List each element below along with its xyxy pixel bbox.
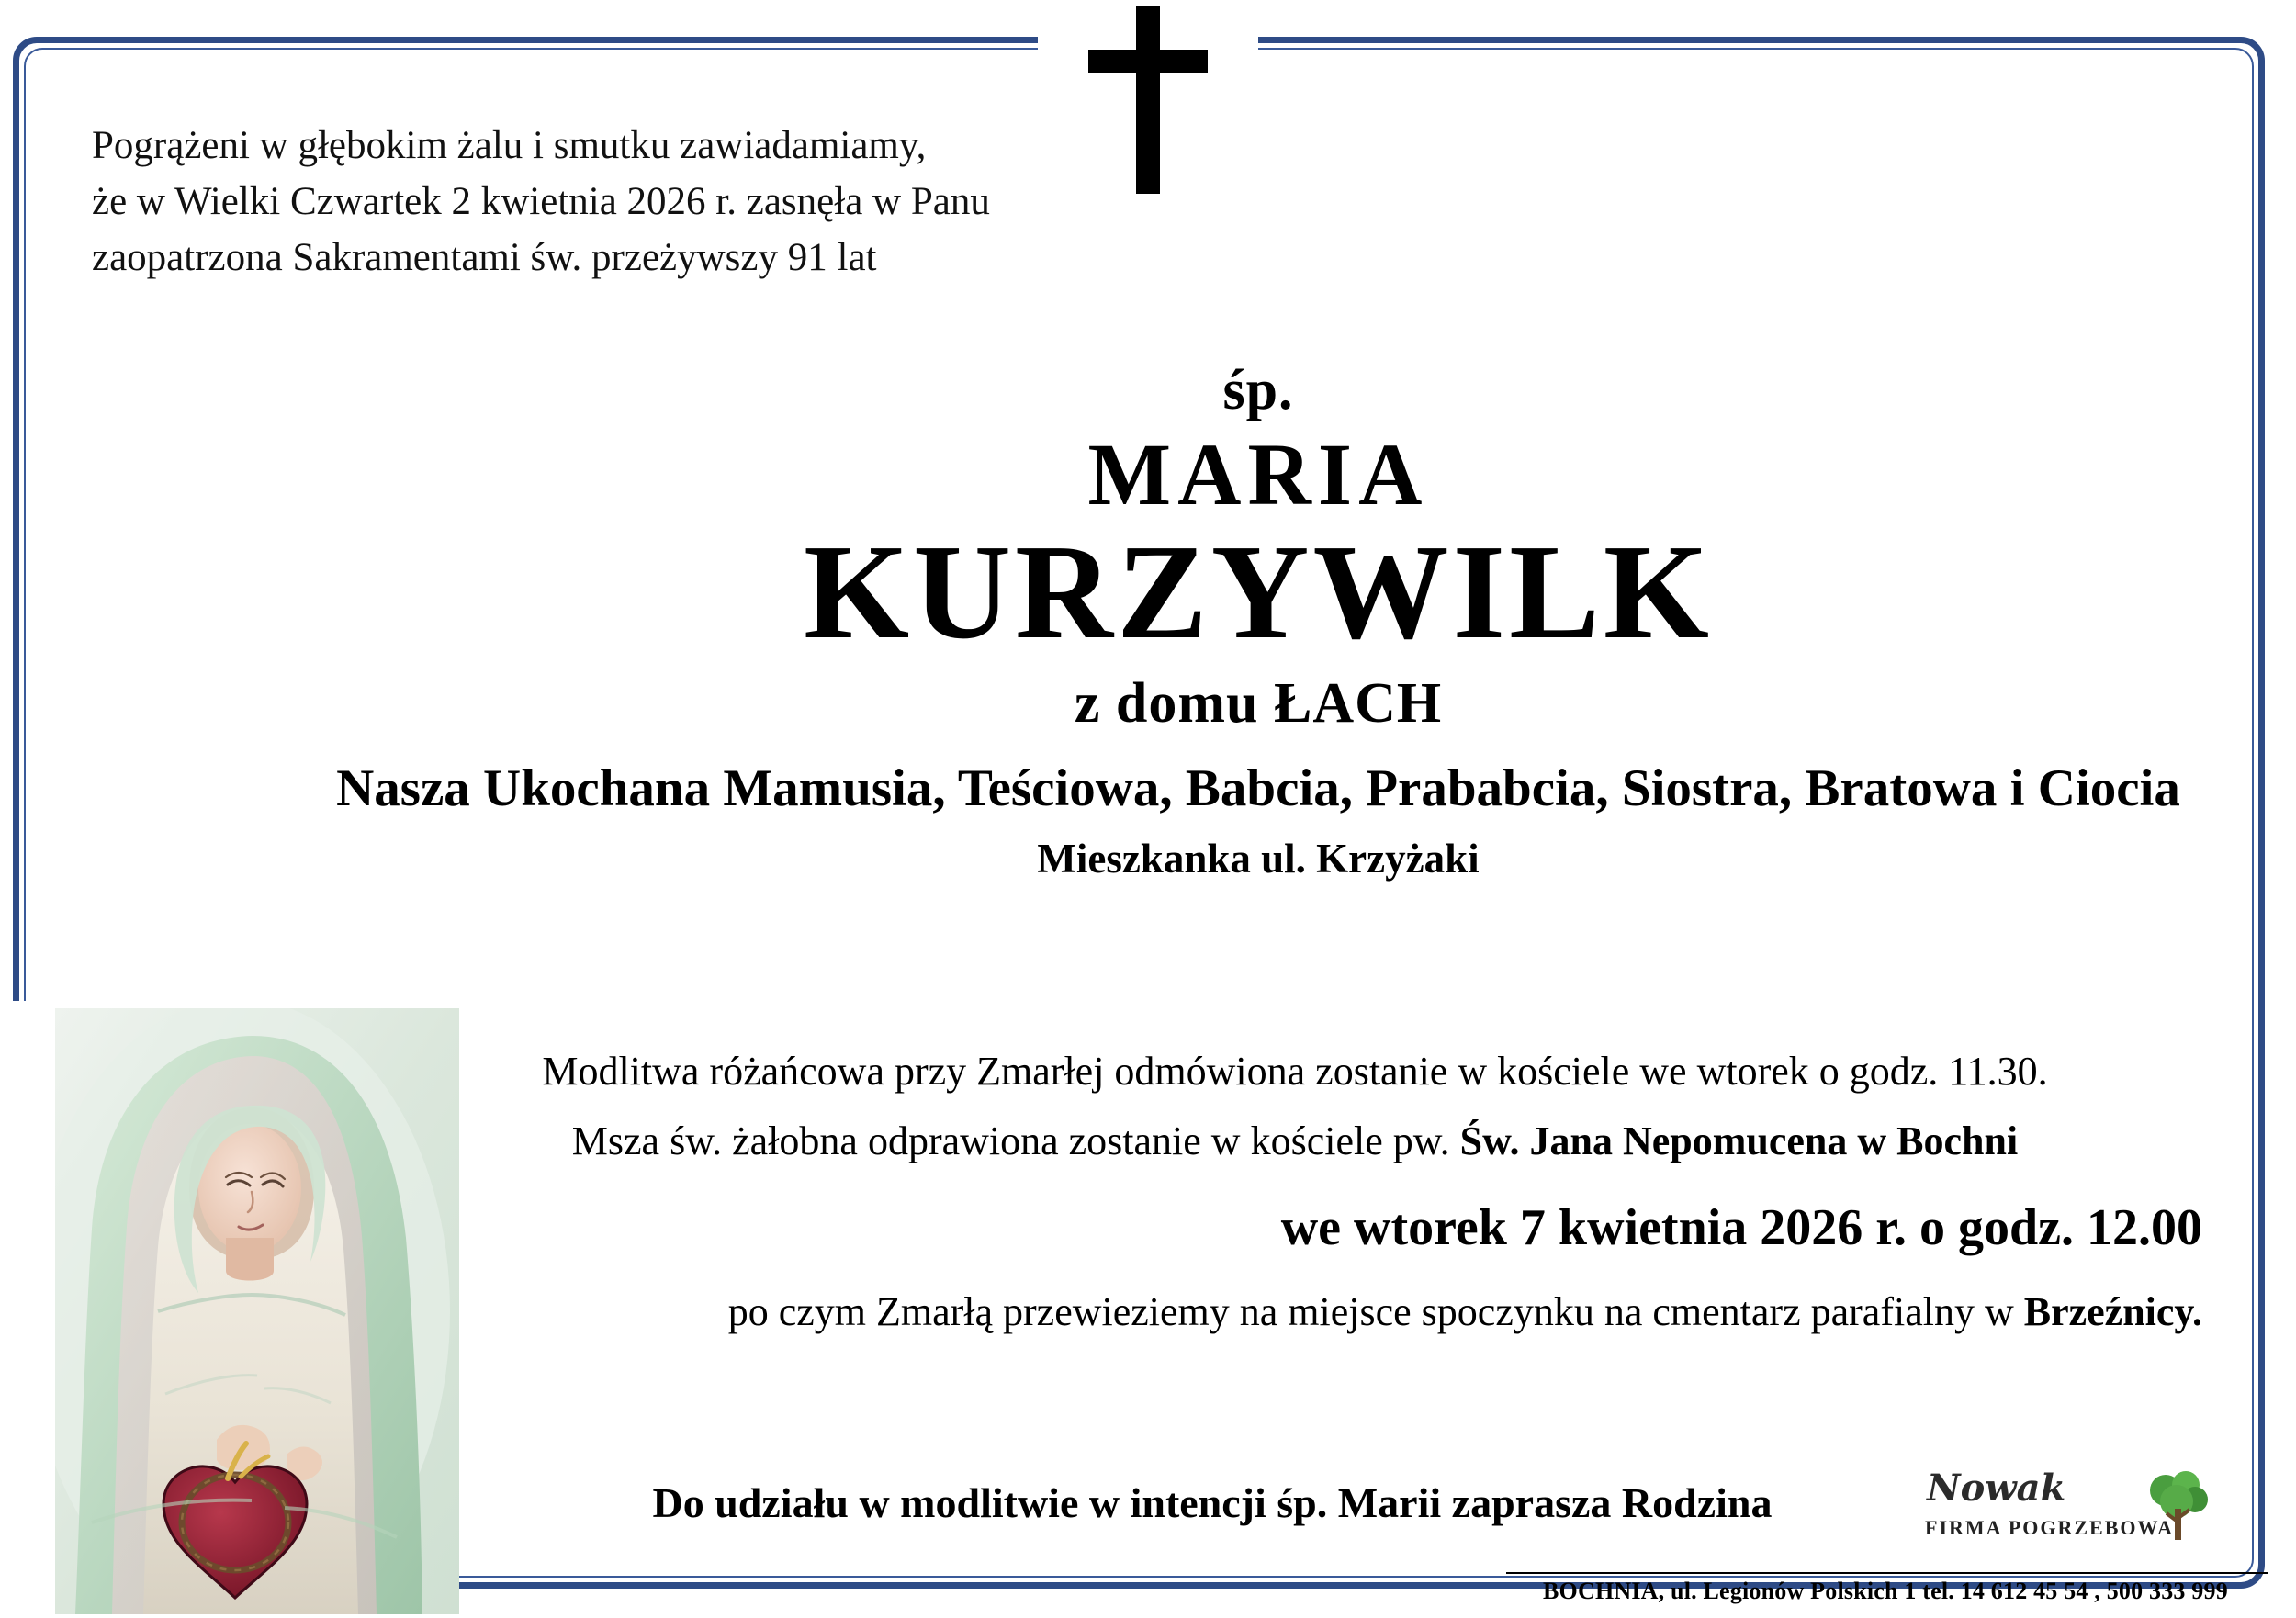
intro-line-3: zaopatrzona Sakramentami św. przeżywszy 91 lat <box>92 236 877 280</box>
mass-prefix: Msza św. żałobna odprawiona zostanie w kościele pw. <box>571 1118 1460 1164</box>
intro-line-2: że w Wielki Czwartek 2 kwietnia 2026 r. zasnęła w Panu <box>92 180 990 224</box>
deceased-last-name: KURZYWILK <box>804 516 1713 668</box>
frame-notch-left <box>0 1001 55 1607</box>
honorific: śp. <box>1222 359 1294 421</box>
deceased-maiden-name: z domu ŁACH <box>1074 671 1443 735</box>
funeral-home-logo <box>1919 1465 2223 1561</box>
ceremony-details <box>367 1042 2223 1342</box>
deceased-relations: Nasza Ukochana Mamusia, Teściowa, Babcia, Prababcia, Siostra, Bratowa i Ciocia <box>336 758 2180 817</box>
burial-prefix: po czym Zmarłą przewieziemy na miejsce spoczynku na cmentarz parafialny w <box>727 1289 2024 1335</box>
funeral-home-address: BOCHNIA, ul. Legionów Polskich 1 tel. 14 612 45 54 , 500 333 999 <box>1543 1578 2228 1604</box>
ceremony-datetime: we wtorek 7 kwietnia 2026 r. o godz. 12.00 <box>1280 1199 2202 1257</box>
invitation-text: Do udziału w modlitwie w intencji śp. Marii zaprasza Rodzina <box>652 1479 1773 1526</box>
burial-place: Brzeźnicy. <box>2023 1289 2202 1335</box>
burial-line <box>367 1283 2223 1342</box>
deceased-block <box>303 358 2213 882</box>
mass-line <box>367 1112 2223 1171</box>
intro-line-1: Pogrążeni w głębokim żalu i smutku zawiadamiamy, <box>92 124 927 167</box>
tree-icon <box>2138 1465 2217 1545</box>
intro-text <box>92 118 1176 286</box>
virgin-mary-immaculate-heart-image <box>55 1008 459 1614</box>
footer-divider <box>1506 1572 2268 1574</box>
cross-horizontal-bar <box>1088 50 1208 73</box>
deceased-first-name: MARIA <box>1087 425 1429 523</box>
funeral-home-subtitle: FIRMA POGRZEBOWA <box>1925 1516 2174 1539</box>
funeral-home-name: Nowak <box>1927 1466 2066 1510</box>
rosary-line: Modlitwa różańcowa przy Zmarłej odmówiona zostanie w kościele we wtorek o godz. 11.30. <box>542 1049 2048 1094</box>
deceased-residence: Mieszkanka ul. Krzyżaki <box>1037 835 1480 882</box>
mass-church: Św. Jana Nepomucena w Bochni <box>1459 1118 2019 1164</box>
